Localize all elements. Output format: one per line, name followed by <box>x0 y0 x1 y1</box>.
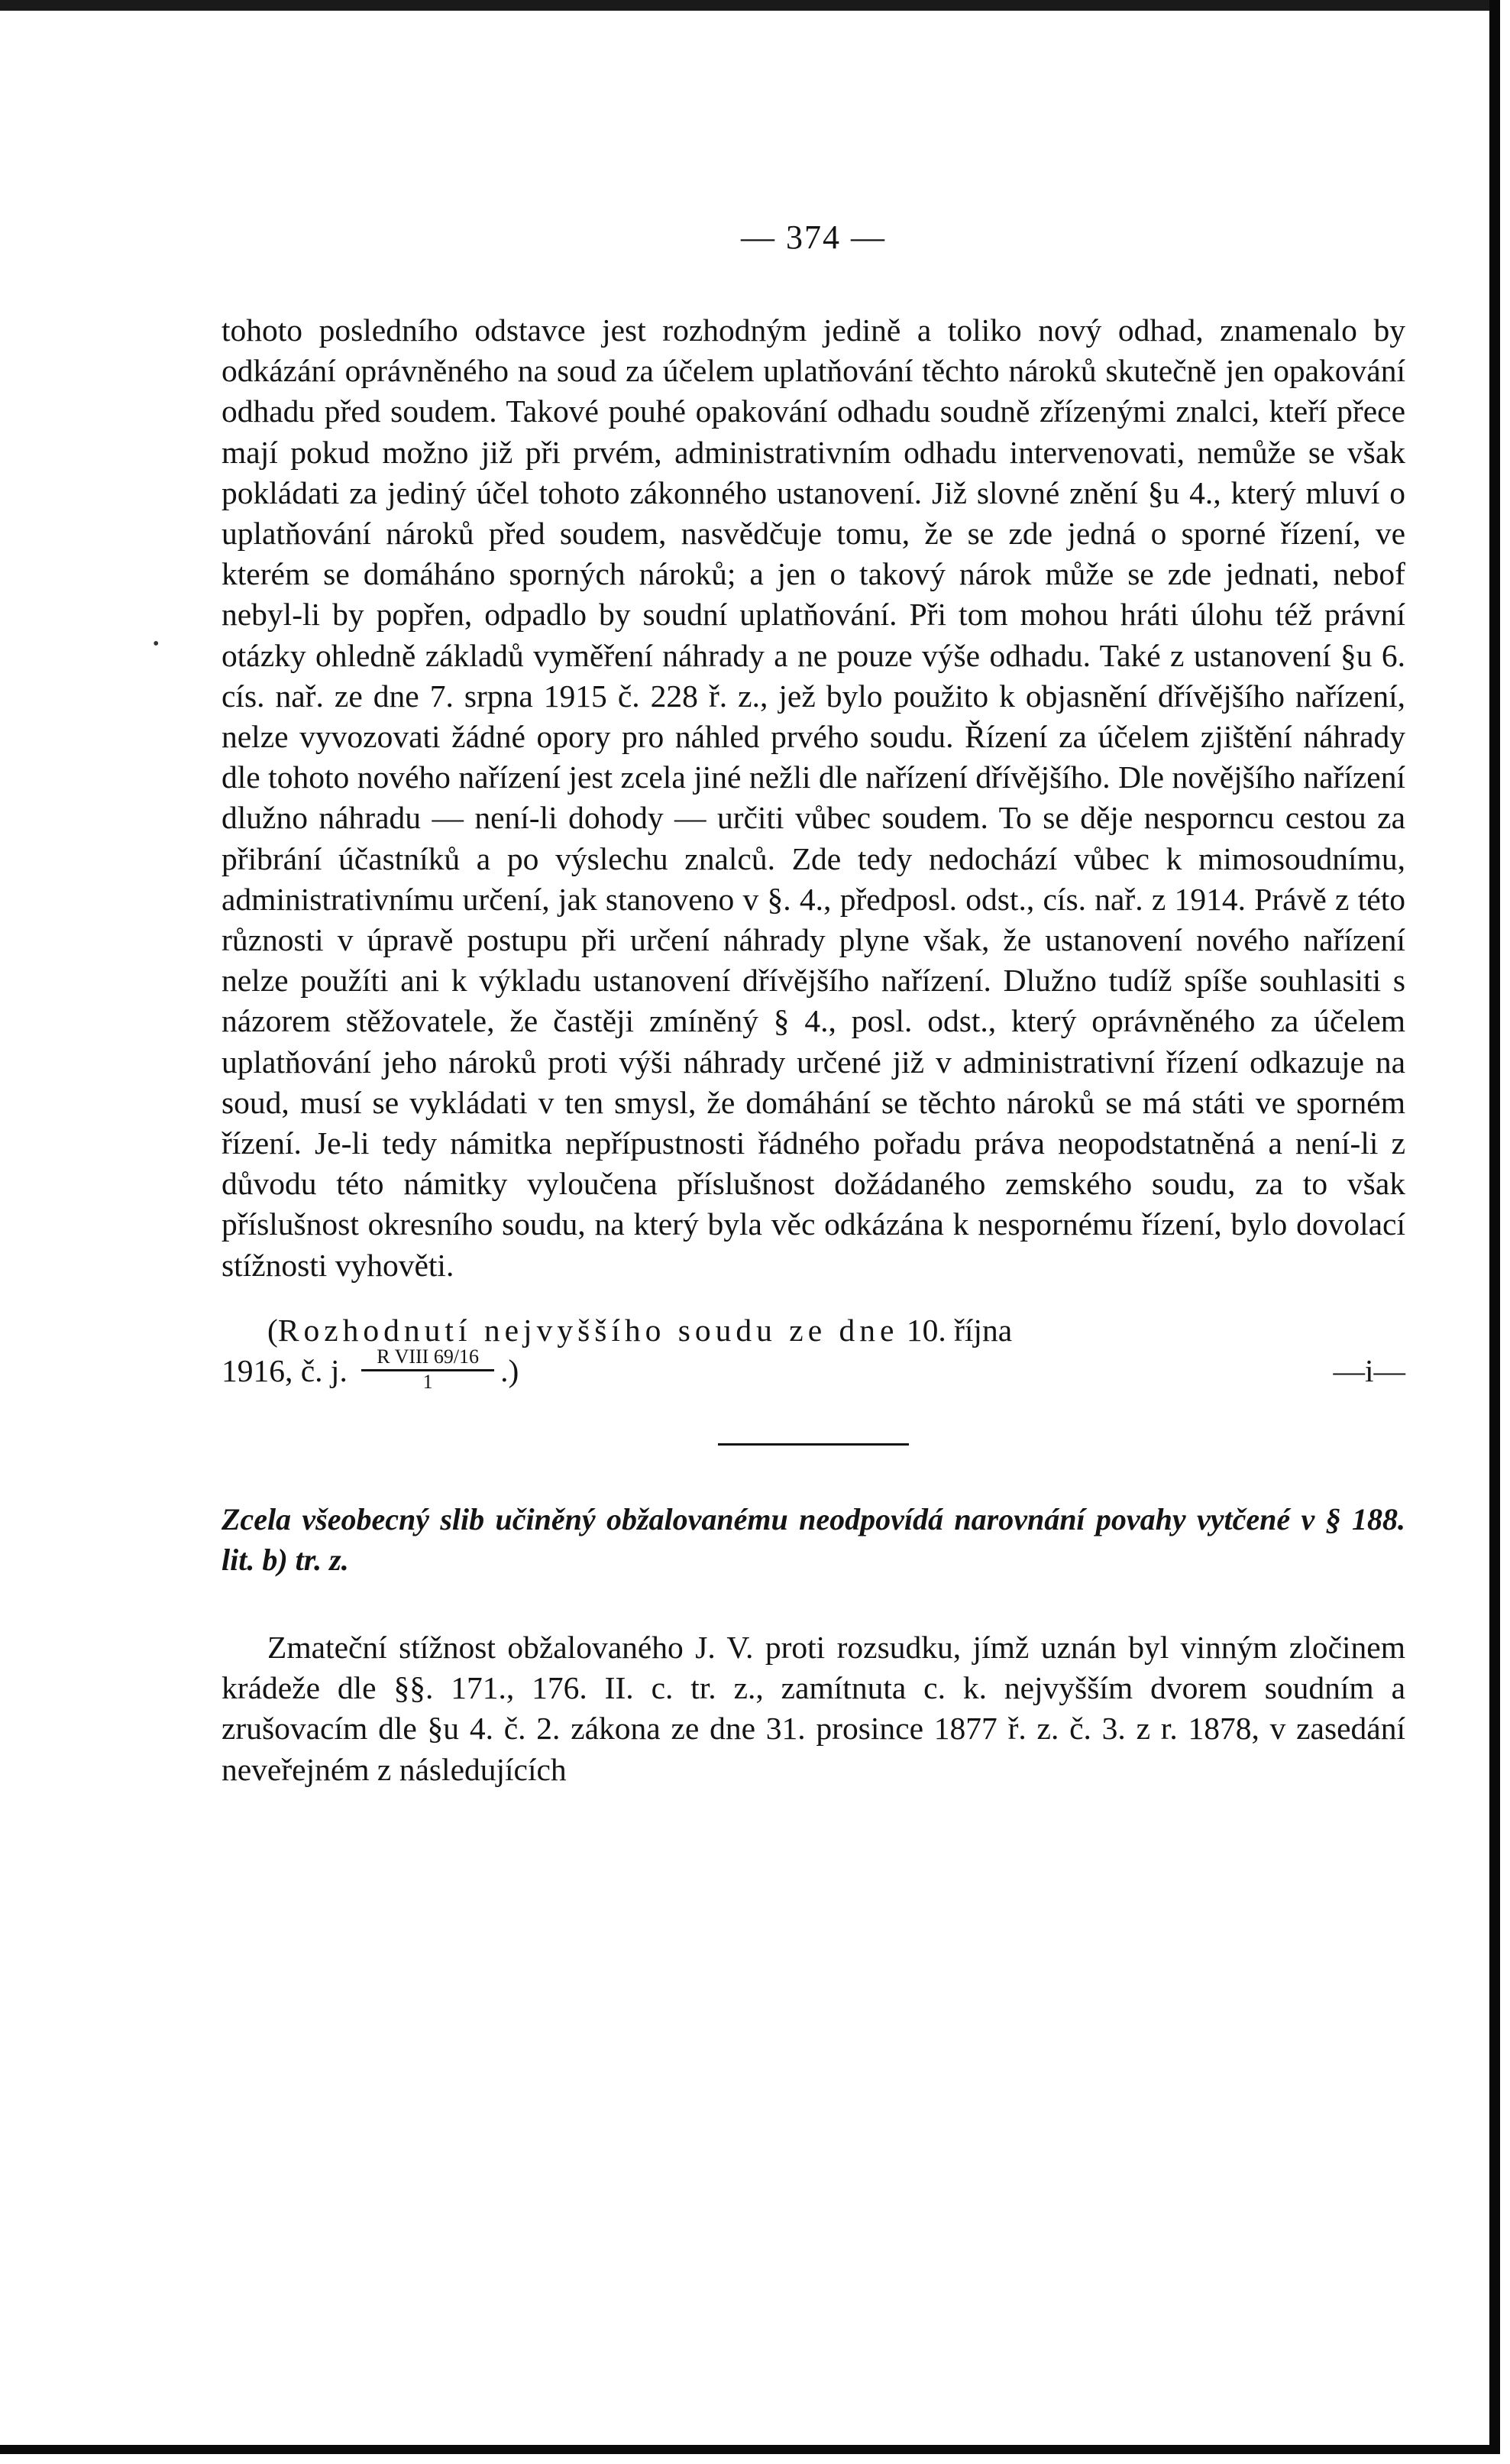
document-page <box>221 218 1405 1790</box>
citation-line-2 <box>221 1345 1405 1397</box>
citation-date: 10. října <box>906 1312 1013 1348</box>
margin-mark: • <box>153 634 160 654</box>
citation-spaced-phrase: Rozhodnutí nejvyššího soudu ze dne <box>277 1312 899 1348</box>
citation-fraction <box>361 1346 494 1393</box>
decision-citation <box>221 1310 1405 1397</box>
section-separator <box>718 1443 909 1446</box>
fraction-numerator: R VIII 69/16 <box>361 1346 494 1371</box>
author-sign: —i— <box>1333 1353 1405 1389</box>
citation-year: 1916, č. j. <box>221 1353 348 1389</box>
case-heading: Zcela všeobecný slib učiněný obžalovanému neodpovídá narovnání povahy vytčené v § 188. lit. b) tr. z. <box>221 1502 1405 1578</box>
citation-open: ( <box>267 1312 278 1348</box>
citation-close: .) <box>500 1353 519 1389</box>
page-number: — 374 — <box>741 219 886 256</box>
paragraph-main: tohoto posledního odstavce jest rozhodným jedině a toliko nový odhad, znamenalo by odkázání oprávněného na soud za účelem uplatňování těchto nároků skutečně jen opakování odhadu před soudem. Takové pouhé opakování odhadu soudně zřízenými znalci, kteří přece mají pokud možno již při prvém, administrativním odhadu intervenovati, nemůže se však pokládati za jediný účel tohoto zákonného ustanovení. Již slovné znění §u 4., který mluví o uplatňování nároků před soudem, nasvědčuje tomu, že se zde jedná o sporné řízení, ve kterém se domáháno sporných nároků; a jen o takový nárok může se zde jednati, nebof nebyl-li by popřen, odpadlo by soudní uplatňování. Při tom mohou hráti úlohu též právní otázky ohledně základů vyměření náhrady a ne pouze výše odhadu. Také z ustanovení §u 6. cís. nař. ze dne 7. srpna 1915 č. 228 ř. z., jež bylo použito k objasnění dřívějšího nařízení, nelze vyvozovati žádné opory pro náhled prvého soudu. Řízení za účelem zjištění náhrady dle tohoto nového nařízení jest zcela jiné nežli dle nařízení dřívějšího. Dle novějšího nařízení dlužno náhradu — není-li dohody — určiti vůbec soudem. To se děje nesporncu cestou za přibrání účastníků a po výslechu znalců. Zde tedy nedochází vůbec k mimosoudnímu, administrativnímu určení, jak stanoveno v §. 4., předposl. odst., cís. nař. z 1914. Právě z této různosti v úpravě postupu při určení náhrady plyne však, že ustanovení nového nařízení nelze použíti ani k výkladu ustanovení dřívějšího nařízení. Dlužno tudíž spíše souhlasiti s názorem stěžovatele, že častěji zmíněný § 4., posl. odst., který oprávněného za účelem uplatňování jeho nároků proti výši náhrady určené již v administrativní řízení odkazuje na soud, musí se vykládati v ten smysl, že domáhání se těchto nároků se má státi ve sporném řízení. Je-li tedy námitka nepřípustnosti řádného pořadu práva neopodstatněná a není-li z důvodu této námitky vyloučena příslušnost dožádaného zemského soudu, za to však příslušnost okresního soudu, na který byla věc odkázána k nespornému řízení, bylo dovolací stížnosti vyhověti. <box>221 312 1405 1283</box>
fraction-denominator: 1 <box>422 1371 433 1394</box>
paragraph-second: Zmateční stížnost obžalovaného J. V. proti rozsudku, jímž uznán byl vinným zločinem krádeže dle §§. 171., 176. II. c. tr. z., zamítnuta c. k. nejvyšším dvorem soudním a zrušovacím dle §u 4. č. 2. zákona ze dne 31. prosince 1877 ř. z. č. 3. z r. 1878, v zasedání neveřejném z následujících <box>221 1630 1405 1787</box>
